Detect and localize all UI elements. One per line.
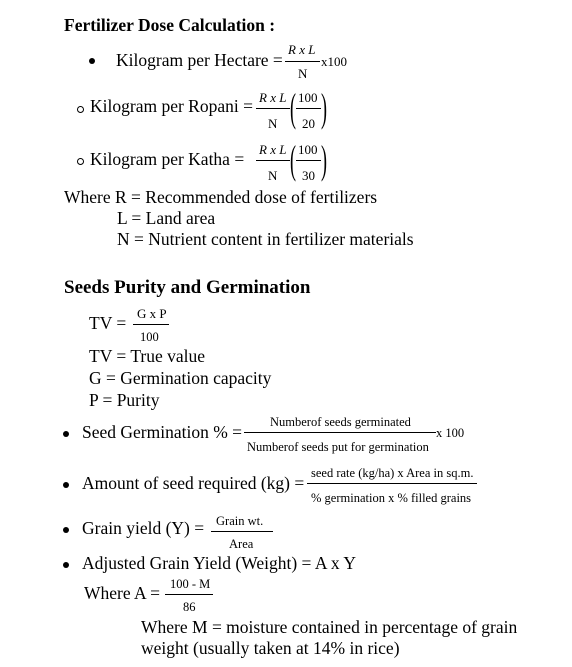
fertilizer-heading: Fertilizer Dose Calculation :	[64, 15, 276, 35]
hectare-numerator: R x L	[288, 42, 316, 57]
right-paren-icon: )	[321, 85, 327, 130]
hectare-fraction-bar	[285, 61, 320, 62]
hectare-multiplier: x100	[321, 54, 347, 69]
right-paren-icon: )	[321, 137, 327, 182]
ropani-denominator: N	[268, 116, 278, 131]
katha-inner-numerator: 100	[298, 142, 318, 157]
adjusted-label: Adjusted Grain Yield (Weight) = A x Y	[82, 553, 357, 573]
ropani-numerator: R x L	[259, 90, 287, 105]
germination-fraction-bar	[244, 432, 436, 433]
ropani-label: Kilogram per Ropani =	[90, 96, 253, 116]
ropani-inner-numerator: 100	[298, 90, 318, 105]
tv-numerator: G x P	[137, 306, 167, 321]
bullet-icon	[63, 431, 69, 437]
katha-denominator: N	[268, 168, 278, 183]
bullet-icon	[63, 527, 69, 533]
hectare-label: Kilogram per Hectare =	[116, 50, 283, 70]
katha-label: Kilogram per Katha =	[90, 149, 245, 169]
where-r: Where R = Recommended dose of fertilizers	[64, 187, 378, 207]
seed-required-numerator: seed rate (kg/ha) x Area in sq.m.	[311, 466, 474, 480]
def-tv: TV = True value	[89, 346, 206, 366]
adjusted-numerator: 100 - M	[170, 577, 211, 591]
grain-yield-denominator: Area	[229, 537, 254, 551]
germination-multiplier: x 100	[436, 426, 465, 440]
katha-inner-denominator: 30	[302, 168, 315, 183]
adjusted-fraction-bar	[165, 594, 213, 595]
germination-numerator: Numberof seeds germinated	[270, 415, 411, 429]
grain-yield-fraction-bar	[211, 531, 273, 532]
where-n: N = Nutrient content in fertilizer materials	[117, 229, 414, 249]
seed-required-fraction-bar	[307, 483, 477, 484]
grain-yield-numerator: Grain wt.	[216, 514, 264, 528]
circle-bullet-icon	[77, 106, 84, 113]
katha-numerator: R x L	[259, 142, 287, 157]
ropani-inner-denominator: 20	[302, 116, 315, 131]
bullet-icon	[89, 58, 95, 64]
germination-denominator: Numberof seeds put for germination	[247, 440, 429, 454]
def-g: G = Germination capacity	[89, 368, 272, 388]
moisture-note-line1: Where M = moisture contained in percentage of grain	[141, 617, 518, 637]
bullet-icon	[63, 562, 69, 568]
seed-required-denominator: % germination x % filled grains	[311, 491, 472, 505]
tv-fraction-bar	[133, 324, 169, 325]
ropani-inner-bar	[296, 108, 321, 109]
grain-yield-label: Grain yield (Y) =	[82, 518, 205, 538]
adjusted-denominator: 86	[183, 600, 196, 614]
ropani-fraction-bar	[256, 108, 290, 109]
moisture-note-line2: weight (usually taken at 14% in rice)	[141, 638, 400, 658]
katha-fraction-bar	[256, 160, 290, 161]
left-paren-icon: (	[290, 137, 296, 182]
bullet-icon	[63, 482, 69, 488]
def-p: P = Purity	[89, 390, 160, 410]
where-l: L = Land area	[117, 208, 216, 228]
seeds-heading: Seeds Purity and Germination	[64, 277, 311, 298]
adjusted-where-label: Where A =	[84, 583, 160, 603]
circle-bullet-icon	[77, 158, 84, 165]
tv-label: TV =	[89, 313, 127, 333]
hectare-denominator: N	[298, 66, 308, 81]
seed-required-label: Amount of seed required (kg) =	[82, 473, 305, 493]
left-paren-icon: (	[290, 85, 296, 130]
katha-inner-bar	[296, 160, 321, 161]
germination-label: Seed Germination % =	[82, 422, 243, 442]
tv-denominator: 100	[140, 330, 159, 344]
